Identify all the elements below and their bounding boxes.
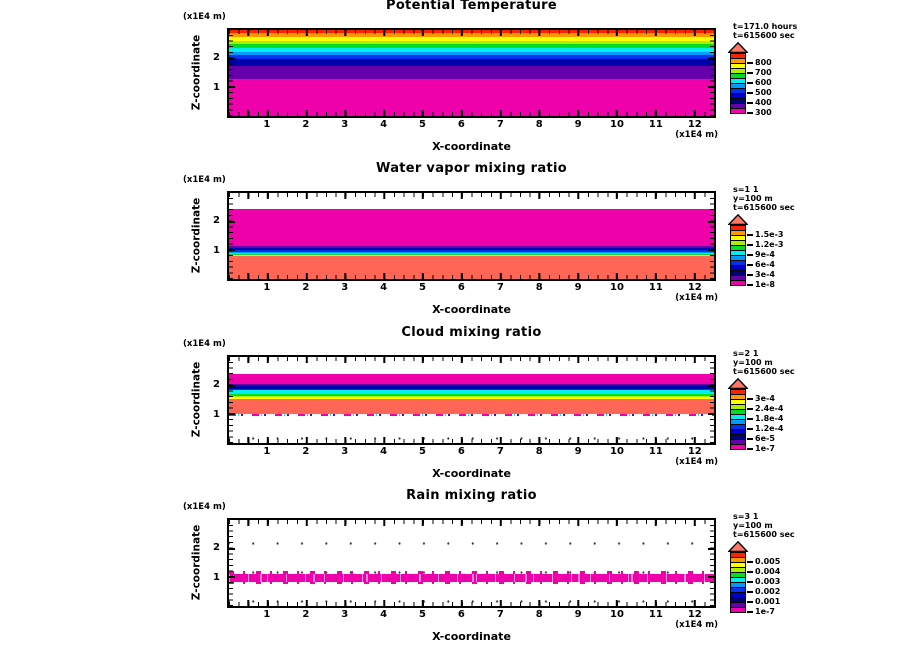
plot-box bbox=[227, 191, 716, 281]
colorbar-label-tick bbox=[747, 398, 753, 400]
colorbar-label-tick bbox=[747, 244, 753, 246]
plot-box bbox=[227, 355, 716, 445]
z-major-tick bbox=[229, 249, 235, 251]
x-major-ticks-top bbox=[229, 520, 714, 526]
x-tick-label: 2 bbox=[302, 609, 310, 620]
x-tick-label: 1 bbox=[263, 609, 271, 620]
x-tick-label: 10 bbox=[610, 446, 624, 457]
panel-title: Potential Temperature bbox=[386, 0, 557, 13]
contour-layer bbox=[229, 582, 714, 584]
x-tick-label: 4 bbox=[380, 282, 388, 293]
x-tick-label: 2 bbox=[302, 446, 310, 457]
contour-layer bbox=[229, 209, 714, 246]
colorbar-label: 600 bbox=[755, 78, 772, 87]
contour-field bbox=[229, 520, 714, 606]
legend-header-line: s=1 1 bbox=[733, 185, 759, 194]
colorbar-label-tick bbox=[747, 571, 753, 573]
x-tick-label: 7 bbox=[496, 446, 504, 457]
colorbar-label: 1.2e-4 bbox=[755, 424, 784, 433]
x-tick-label: 7 bbox=[496, 282, 504, 293]
x-axis-label: X-coordinate bbox=[432, 140, 511, 153]
colorbar-band bbox=[730, 607, 746, 613]
z-tick-label: 1 bbox=[213, 409, 220, 420]
x-axis-unit: (x1E4 m) bbox=[675, 457, 718, 467]
x-axis-unit: (x1E4 m) bbox=[675, 130, 718, 140]
z-tick-label: 2 bbox=[213, 52, 220, 63]
colorbar-label: 6e-4 bbox=[755, 260, 775, 269]
colorbar-band bbox=[730, 444, 746, 450]
x-tick-label: 6 bbox=[457, 609, 465, 620]
colorbar-label-tick bbox=[747, 274, 753, 276]
panel-title: Rain mixing ratio bbox=[406, 488, 537, 503]
plot-box bbox=[227, 518, 716, 608]
z-tick-label: 2 bbox=[213, 215, 220, 226]
z-major-tick bbox=[229, 86, 235, 88]
x-tick-label: 10 bbox=[610, 119, 624, 130]
legend-header-line: y=100 m bbox=[733, 358, 773, 367]
x-tick-label: 5 bbox=[419, 119, 426, 130]
contour-layer bbox=[229, 574, 714, 582]
colorbar-overflow-triangle-icon bbox=[728, 42, 748, 53]
x-tick-label: 10 bbox=[610, 282, 624, 293]
z-tick-label: 1 bbox=[213, 572, 220, 583]
x-tick-label: 4 bbox=[380, 446, 388, 457]
z-minor-ticks-right bbox=[710, 30, 714, 116]
x-tick-label: 11 bbox=[648, 282, 663, 293]
x-major-ticks-top bbox=[229, 193, 714, 199]
colorbar-label: 400 bbox=[755, 98, 772, 107]
x-tick-label: 1 bbox=[263, 119, 271, 130]
x-major-ticks-bottom bbox=[229, 110, 714, 116]
z-axis-unit: (x1E4 m) bbox=[183, 339, 226, 349]
x-major-ticks-bottom bbox=[229, 273, 714, 279]
colorbar-label: 500 bbox=[755, 88, 772, 97]
contour-layer bbox=[229, 414, 714, 416]
panel-2 bbox=[0, 163, 904, 326]
z-major-tick bbox=[229, 548, 235, 550]
colorbar-label: 300 bbox=[755, 108, 772, 117]
colorbar-label-tick bbox=[747, 264, 753, 266]
x-tick-label: 8 bbox=[535, 282, 543, 293]
colorbar-overflow-triangle-icon bbox=[728, 214, 748, 225]
colorbar-label: 9e-4 bbox=[755, 250, 775, 259]
contour-layer bbox=[229, 66, 714, 79]
colorbar-label: 0.004 bbox=[755, 567, 781, 576]
x-tick-label: 1 bbox=[263, 446, 271, 457]
x-tick-label: 12 bbox=[687, 282, 702, 293]
z-major-tick bbox=[708, 249, 714, 251]
x-tick-label: 8 bbox=[535, 119, 543, 130]
panel-4 bbox=[0, 490, 904, 653]
z-axis-unit: (x1E4 m) bbox=[183, 502, 226, 512]
x-major-ticks-top bbox=[229, 357, 714, 363]
colorbar-label-tick bbox=[747, 438, 753, 440]
legend-header-line: t=615600 sec bbox=[733, 203, 795, 212]
z-minor-ticks-right bbox=[710, 193, 714, 279]
z-major-tick bbox=[229, 385, 235, 387]
legend-header-line: t=615600 sec bbox=[733, 530, 795, 539]
colorbar-label-tick bbox=[747, 561, 753, 563]
colorbar-label: 1e-8 bbox=[755, 280, 775, 289]
legend-header-line: s=2 1 bbox=[733, 349, 759, 358]
z-major-tick bbox=[708, 548, 714, 550]
x-tick-label: 3 bbox=[341, 119, 349, 130]
x-tick-label: 3 bbox=[341, 446, 349, 457]
x-tick-label: 5 bbox=[419, 446, 426, 457]
plot-box bbox=[227, 28, 716, 118]
colorbar-label: 0.002 bbox=[755, 587, 781, 596]
z-minor-ticks-left bbox=[229, 520, 233, 606]
x-axis-label: X-coordinate bbox=[432, 467, 511, 480]
x-tick-label: 11 bbox=[648, 119, 663, 130]
x-tick-label: 8 bbox=[535, 446, 543, 457]
z-axis-label: Z-coordinate bbox=[190, 34, 203, 111]
x-tick-label: 3 bbox=[341, 282, 349, 293]
colorbar-label-tick bbox=[747, 234, 753, 236]
colorbar-label: 1e-7 bbox=[755, 444, 775, 453]
z-major-tick bbox=[708, 58, 714, 60]
panel-title: Cloud mixing ratio bbox=[401, 325, 542, 340]
colorbar-label-tick bbox=[747, 428, 753, 430]
x-tick-label: 7 bbox=[496, 609, 504, 620]
legend-header-line: y=100 m bbox=[733, 194, 773, 203]
x-axis-label: X-coordinate bbox=[432, 303, 511, 316]
colorbar-label-tick bbox=[747, 448, 753, 450]
legend-header-line: y=100 m bbox=[733, 521, 773, 530]
z-minor-ticks-left bbox=[229, 357, 233, 443]
colorbar-label-tick bbox=[747, 112, 753, 114]
x-tick-label: 5 bbox=[419, 609, 426, 620]
x-axis-unit: (x1E4 m) bbox=[675, 620, 718, 630]
z-major-tick bbox=[708, 385, 714, 387]
x-tick-label: 12 bbox=[687, 446, 702, 457]
contour-layer bbox=[229, 399, 714, 414]
x-tick-label: 11 bbox=[648, 609, 663, 620]
z-major-tick bbox=[708, 413, 714, 415]
z-minor-ticks-left bbox=[229, 30, 233, 116]
colorbar-label-tick bbox=[747, 611, 753, 613]
contour-field bbox=[229, 193, 714, 279]
colorbar-label-tick bbox=[747, 102, 753, 104]
z-axis-unit: (x1E4 m) bbox=[183, 12, 226, 22]
legend-header-line: t=171.0 hours bbox=[733, 22, 798, 31]
x-tick-label: 9 bbox=[574, 119, 582, 130]
z-axis-label: Z-coordinate bbox=[190, 361, 203, 438]
colorbar-label-tick bbox=[747, 82, 753, 84]
x-tick-label: 9 bbox=[574, 609, 582, 620]
colorbar-label-tick bbox=[747, 408, 753, 410]
z-tick-label: 1 bbox=[213, 82, 220, 93]
z-minor-ticks-right bbox=[710, 357, 714, 443]
colorbar-label: 3e-4 bbox=[755, 394, 775, 403]
z-major-tick bbox=[708, 86, 714, 88]
x-tick-label: 2 bbox=[302, 119, 310, 130]
x-tick-label: 12 bbox=[687, 119, 702, 130]
z-tick-label: 1 bbox=[213, 245, 220, 256]
colorbar-label: 2.4e-4 bbox=[755, 404, 784, 413]
x-tick-label: 9 bbox=[574, 282, 582, 293]
colorbar-label: 800 bbox=[755, 58, 772, 67]
z-axis-label: Z-coordinate bbox=[190, 524, 203, 601]
z-major-tick bbox=[229, 58, 235, 60]
contour-layer bbox=[229, 59, 714, 66]
z-minor-ticks-left bbox=[229, 193, 233, 279]
x-tick-label: 8 bbox=[535, 609, 543, 620]
colorbar-label: 1.8e-4 bbox=[755, 414, 784, 423]
z-major-tick bbox=[708, 221, 714, 223]
colorbar-label-tick bbox=[747, 254, 753, 256]
x-tick-label: 6 bbox=[457, 446, 465, 457]
panel-title: Water vapor mixing ratio bbox=[376, 161, 567, 176]
colorbar-label: 0.003 bbox=[755, 577, 781, 586]
contour-layer bbox=[229, 374, 714, 383]
x-tick-label: 6 bbox=[457, 282, 465, 293]
colorbar-label: 3e-4 bbox=[755, 270, 775, 279]
x-tick-label: 4 bbox=[380, 119, 388, 130]
x-tick-label: 7 bbox=[496, 119, 504, 130]
x-tick-label: 5 bbox=[419, 282, 426, 293]
colorbar-label-tick bbox=[747, 72, 753, 74]
colorbar-label-tick bbox=[747, 601, 753, 603]
colorbar-label-tick bbox=[747, 418, 753, 420]
colorbar-label: 1.5e-3 bbox=[755, 230, 784, 239]
x-tick-label: 4 bbox=[380, 609, 388, 620]
contour-field bbox=[229, 357, 714, 443]
colorbar-label-tick bbox=[747, 92, 753, 94]
legend-header-line: s=3 1 bbox=[733, 512, 759, 521]
x-tick-label: 1 bbox=[263, 282, 271, 293]
colorbar-label-tick bbox=[747, 591, 753, 593]
legend-header-line: t=615600 sec bbox=[733, 367, 795, 376]
x-tick-label: 3 bbox=[341, 609, 349, 620]
x-major-ticks-bottom bbox=[229, 600, 714, 606]
panel-1 bbox=[0, 0, 904, 163]
z-axis-unit: (x1E4 m) bbox=[183, 175, 226, 185]
x-tick-label: 10 bbox=[610, 609, 624, 620]
colorbar-label: 0.005 bbox=[755, 557, 781, 566]
z-axis-label: Z-coordinate bbox=[190, 197, 203, 274]
colorbar-label-tick bbox=[747, 62, 753, 64]
x-tick-label: 2 bbox=[302, 282, 310, 293]
colorbar-overflow-triangle-icon bbox=[728, 378, 748, 389]
panel-3 bbox=[0, 327, 904, 490]
z-tick-label: 2 bbox=[213, 542, 220, 553]
x-major-ticks-bottom bbox=[229, 437, 714, 443]
x-tick-label: 12 bbox=[687, 609, 702, 620]
z-major-tick bbox=[229, 413, 235, 415]
z-tick-label: 2 bbox=[213, 379, 220, 390]
contour-field bbox=[229, 30, 714, 116]
x-major-ticks-top bbox=[229, 30, 714, 36]
x-tick-label: 9 bbox=[574, 446, 582, 457]
colorbar-band bbox=[730, 280, 746, 286]
z-major-tick bbox=[229, 221, 235, 223]
colorbar-label: 6e-5 bbox=[755, 434, 775, 443]
legend-header-line: t=615600 sec bbox=[733, 31, 795, 40]
z-major-tick bbox=[708, 576, 714, 578]
x-axis-label: X-coordinate bbox=[432, 630, 511, 643]
colorbar-label: 700 bbox=[755, 68, 772, 77]
colorbar-overflow-triangle-icon bbox=[728, 541, 748, 552]
colorbar-band bbox=[730, 108, 746, 114]
z-minor-ticks-right bbox=[710, 520, 714, 606]
colorbar-label-tick bbox=[747, 581, 753, 583]
x-axis-unit: (x1E4 m) bbox=[675, 293, 718, 303]
colorbar-label: 1e-7 bbox=[755, 607, 775, 616]
x-tick-label: 6 bbox=[457, 119, 465, 130]
z-major-tick bbox=[229, 576, 235, 578]
colorbar-label-tick bbox=[747, 284, 753, 286]
colorbar-label: 1.2e-3 bbox=[755, 240, 784, 249]
colorbar-label: 0.001 bbox=[755, 597, 781, 606]
x-tick-label: 11 bbox=[648, 446, 663, 457]
